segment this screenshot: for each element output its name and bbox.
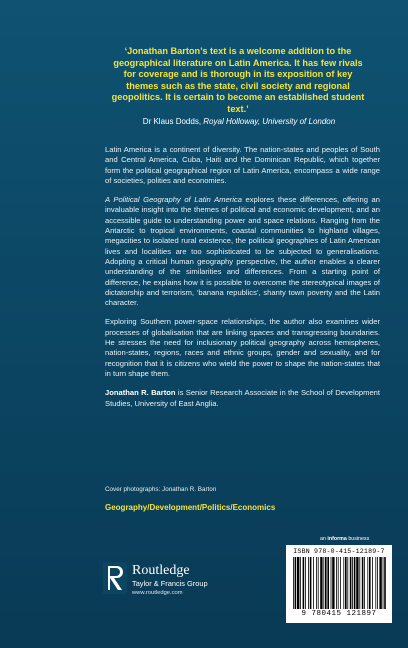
barcode-bar bbox=[316, 557, 317, 609]
routledge-logo-icon bbox=[103, 562, 127, 594]
barcode-bar bbox=[340, 557, 341, 609]
barcode-bar bbox=[362, 557, 364, 609]
barcode-bar bbox=[293, 557, 294, 609]
barcode-bar bbox=[347, 557, 348, 609]
barcode-bar bbox=[336, 557, 337, 609]
book-title-italic: A Political Geography of Latin America bbox=[105, 195, 242, 205]
barcode-bar bbox=[308, 557, 309, 609]
isbn-text: ISBN 978-0-415-12189-7 bbox=[293, 548, 385, 555]
barcode-bars bbox=[292, 557, 386, 609]
informa-prefix: an bbox=[320, 536, 326, 542]
photo-credits: Cover photographs: Jonathan R. Barton bbox=[105, 486, 217, 493]
barcode-bar bbox=[350, 557, 352, 609]
publisher-url: www.routledge.com bbox=[132, 590, 183, 596]
endorser-affiliation: Royal Holloway, University of London bbox=[203, 117, 336, 126]
barcode-bar bbox=[300, 557, 301, 609]
barcode-bar bbox=[295, 557, 297, 609]
informa-tagline bbox=[320, 536, 369, 542]
author-bio bbox=[105, 388, 380, 409]
endorsement-attribution bbox=[100, 117, 378, 126]
barcode-bar bbox=[379, 557, 381, 609]
endorsement-quote: ‘Jonathan Barton’s text is a welcome addition to the geographical literature on Latin America. It has few rivals for coverage and is thorough in its exposition of key themes such as the state, civil society and regional geopolitics. It is certain to become an established student text.’ bbox=[111, 46, 365, 114]
barcode-bar bbox=[384, 557, 386, 609]
blurb-paragraph-2 bbox=[105, 195, 380, 308]
barcode-bar bbox=[305, 557, 306, 609]
barcode-bar bbox=[367, 557, 368, 609]
author-bio-text: is Senior Research Associate in the School of Development Studies, University of East Anglia. bbox=[105, 388, 380, 408]
isbn-barcode bbox=[286, 545, 392, 623]
barcode-bar bbox=[331, 557, 332, 609]
barcode-bar bbox=[369, 557, 371, 609]
subject-categories: Geography/Development/Politics/Economics bbox=[105, 503, 276, 512]
blurb-paragraph-2-text: explores these differences, offering an invaluable insight into the themes of political and economic development, and an accessible guide to understanding power and space relations. Ranging from the Antarctic to tropical environments, coastal communities to highland villages, megacities to isolated rural existence, the political geographies of Latin American lives and localities are too sophisticated to be subjected to generalisations. Adopting a critical human geography perspective, the author enables a clearer understanding of the similarities and differences. From a starting point of difference, he explains how it is possible to overcome the stereotypical images of dictatorship and terrorism, ‘banana republics’, shanty town poverty and the Latin character. bbox=[105, 195, 380, 308]
barcode-bar bbox=[359, 557, 360, 609]
barcode-bar bbox=[297, 557, 299, 609]
barcode-bar bbox=[364, 557, 365, 609]
publisher-name: Routledge bbox=[132, 563, 190, 578]
barcode-bar bbox=[332, 557, 334, 609]
barcode-bar bbox=[377, 557, 378, 609]
informa-brand: informa bbox=[327, 536, 347, 542]
barcode-bar bbox=[372, 557, 373, 609]
barcode-bar bbox=[345, 557, 347, 609]
publisher-group: Taylor & Francis Group bbox=[132, 579, 208, 588]
barcode-bar bbox=[354, 557, 356, 609]
barcode-bar bbox=[323, 557, 324, 609]
barcode-bar bbox=[352, 557, 353, 609]
barcode-bar bbox=[320, 557, 322, 609]
barcode-bar bbox=[356, 557, 358, 609]
barcode-bar bbox=[338, 557, 339, 609]
barcode-bar bbox=[313, 557, 314, 609]
barcode-bar bbox=[303, 557, 305, 609]
barcode-bar bbox=[327, 557, 329, 609]
author-name: Jonathan R. Barton bbox=[105, 388, 176, 398]
blurb bbox=[105, 145, 380, 418]
barcode-bar bbox=[310, 557, 312, 609]
blurb-paragraph-1: Latin America is a continent of diversity. The nation-states and peoples of South and Central America, Cuba, Haiti and the Dominican Republic, which together form the political geographical region of Latin America, encompass a wide range of societies, polities and economies. bbox=[105, 145, 380, 185]
barcode-bar bbox=[325, 557, 327, 609]
publisher-block bbox=[132, 563, 208, 596]
barcode-bar bbox=[383, 557, 384, 609]
endorser-name: Dr Klaus Dodds, bbox=[142, 117, 202, 126]
informa-suffix: business bbox=[348, 536, 370, 542]
barcode-bar bbox=[318, 557, 319, 609]
barcode-bar bbox=[343, 557, 344, 609]
blurb-paragraph-3: Exploring Southern power-space relationships, the author also examines wider processes of globalisation that are linking spaces and transgressing boundaries. He stresses the need for inclusionary political geography across hemispheres, nation-states, regions, races and ethnic groups, gender and sexuality, and for recognition that it is citizens who wield the power to shape the nation-states that in turn shape them. bbox=[105, 317, 380, 378]
barcode-number: 9 780415 121897 bbox=[301, 610, 377, 618]
barcode-bar bbox=[375, 557, 376, 609]
